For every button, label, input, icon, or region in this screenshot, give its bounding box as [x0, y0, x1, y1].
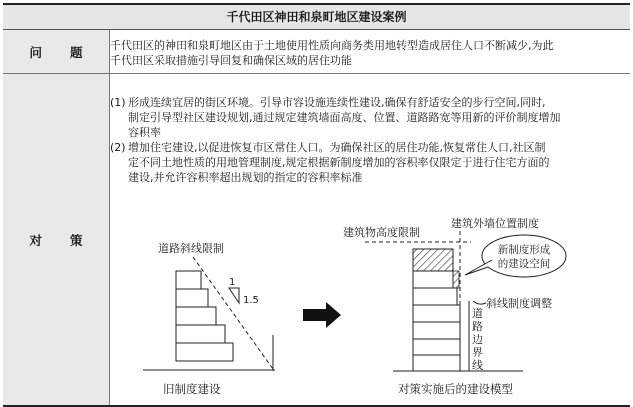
arrow-icon	[303, 302, 341, 328]
slope-adjust-curve	[473, 301, 486, 304]
measure-item-line: 增加住宅建设,以促进恢复市区常住人口。为确保社区的居住功能,恢复常住人口,社区制	[128, 141, 546, 154]
new-space-step	[453, 271, 459, 288]
wall-position-label: 建筑外墙位置制度	[451, 217, 539, 230]
measure-item-line: 形成连续宜居的街区环境。引导市容设施连续性建设,确保有舒适安全的步行空间,同时,	[128, 96, 546, 109]
slope-ratio-triangle	[229, 288, 239, 303]
road-boundary-char: 线	[472, 359, 483, 372]
measures-label-a: 对	[29, 232, 42, 248]
ratio-side: 1.5	[243, 295, 259, 306]
measure-item-number: (1)	[110, 96, 126, 109]
problem-text-line: 千代田区的神田和泉町地区由于土地使用性质向商务类用地转型造成居住人口不断减少,为此	[110, 39, 554, 52]
road-boundary-char: 路	[472, 320, 483, 333]
problem-label-b: 题	[70, 44, 83, 60]
bubble-text-1: 新制度形成	[497, 244, 551, 256]
old-caption: 旧制度建设	[163, 382, 221, 396]
bubble-tail	[465, 260, 492, 275]
table-title: 千代田区神田和泉町地区建设案例	[3, 5, 630, 30]
measure-item-line: 容积率	[128, 126, 161, 139]
building-diagram	[3, 5, 630, 405]
road-slope-label: 道路斜线限制	[158, 242, 224, 255]
measure-item-line: 建设,并允许容积率超出规划的指定的容积率标准	[128, 171, 363, 184]
measure-item-line: 定不同土地性质的用地管理制度,规定根据新制度增加的容积率仅限定于进行住宅方面的	[128, 156, 550, 169]
new-caption: 对策实施后的建设模型	[398, 382, 513, 396]
bubble-text-2: 的建设空间	[497, 258, 551, 270]
problem-label-a: 问	[29, 44, 42, 60]
road-boundary-char: 道	[472, 307, 483, 320]
new-space-hatch	[413, 249, 453, 271]
ratio-top: 1	[229, 277, 236, 288]
height-limit-label: 建筑物高度限制	[343, 226, 420, 239]
road-boundary-char: 边	[472, 333, 483, 346]
road-boundary-label	[472, 307, 483, 372]
road-boundary-char: 界	[472, 346, 483, 359]
slope-adjust-label: 斜线制度调整	[486, 297, 552, 310]
measure-item-number: (2)	[110, 141, 126, 154]
measure-item-line: 制定引导型社区建设规划,通过规定建筑墙面高度、位置、道路路宽等用新的评价制度增加	[128, 111, 561, 124]
measures-label-b: 策	[70, 232, 83, 248]
old-building	[176, 271, 236, 361]
case-table	[3, 3, 630, 407]
new-space-bubble	[482, 235, 566, 277]
problem-text-line: 千代田区采取措施引导回复和确保区域的居住功能	[110, 54, 352, 67]
